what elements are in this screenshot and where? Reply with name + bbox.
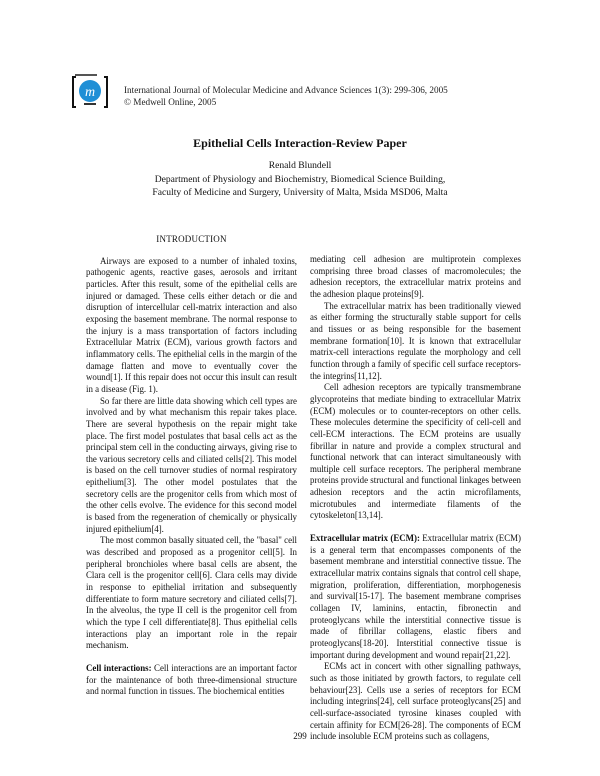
subsection-heading: Cell interactions:: [86, 662, 152, 673]
paragraph-text: Cell interactions are an important factor for the maintenance of both three-dimensional structure and normal function in tissues. The biochemical entities: [86, 662, 297, 697]
subsection-heading: Extracellular matrix (ECM):: [310, 533, 420, 544]
svg-text:m: m: [84, 85, 96, 100]
paragraph: [86, 663, 297, 698]
paragraph: [310, 533, 521, 661]
paragraph: The most common basally situated cell, the "basal" cell was described and proposed as a progenitor cell[5]. In peripheral bronchioles where basal cells are absent, the Clara cell is the progenitor cell[6]. Clara cells may divide in response to epithelial irritation and subsequently differentiate to form mature secretory and ciliated cells[7]. In the alveolus, the type II cell is the progenitor cell from which the type I cell differentiate[8]. Thus epithelial cells interactions play an important role in the repair mechanism.: [86, 535, 297, 651]
page-number: 299: [293, 731, 307, 741]
left-column: [86, 234, 297, 698]
paragraph: Airways are exposed to a number of inhaled toxins, pathogenic agents, reactive gases, aerosols and irritant particles. After this result, some of the epithelial cells are injured or damaged. These cells either detach or die and disruption of intercellular cell-matrix interaction and also exposing the basement membrane. The normal response to the injury is a mass transportation of factors including Extracellular Matrix (ECM), various growth factors and inflammatory cells. The epithelial cells in the margin of the damage flatten and move to eventually cover the wound[1]. If this repair does not occur this insult can result in a disease (Fig. 1).: [86, 255, 297, 394]
affiliation-line: Faculty of Medicine and Surgery, University of Malta, Msida MSD06, Malta: [152, 186, 448, 198]
paragraph: The extracellular matrix has been traditionally viewed as either forming the structurally stable support for cells and tissues or as being responsible for the basement membrane formation[10]. It is known that extracellular matrix-cell interactions regulate the morphology and cell function through a family of specific cell surface receptors-the integrins[11,12].: [310, 300, 521, 381]
paper-title: Epithelial Cells Interaction-Review Paper: [193, 136, 407, 150]
journal-citation: International Journal of Molecular Medicine and Advance Sciences 1(3): 299-306, 2005: [124, 85, 448, 95]
section-heading: INTRODUCTION: [156, 234, 227, 244]
affiliation-line: Department of Physiology and Biochemistry, Biomedical Science Building,: [154, 174, 446, 185]
copyright-line: © Medwell Online, 2005: [124, 97, 217, 107]
paragraph: So far there are little data showing which cell types are involved and by what mechanism this repair takes place. There are several hypothesis on the repair might take place. The first model postulates that basal cells act as the principal stem cell in the conducting airways, giving rise to the various secretory cells and ciliated cells[2]. This model is based on the cell turnover studies of normal respiratory epithelium[3]. The other model postulates that the secretory cells are the progenitor cells from which most of the other cells evolve. The evidence for this second model is based from the regeneration of chemically or physically injured epithelium[4].: [86, 395, 297, 534]
paragraph: mediating cell adhesion are multiprotein complexes comprising three broad classes of macromolecules; the adhesion receptors, the extracellular matrix proteins and the adhesion plaque proteins[9].: [310, 254, 521, 299]
affiliation: [0, 174, 600, 199]
journal-logo: [72, 74, 108, 108]
paragraph-text: Extracellular matrix (ECM) is a general term that encompasses components of the basement membrane and interstitial connective tissue. The extracellular matrix contains signals that control cell shape, migration, proliferation, differentiation, morphogenesis and survival[15-17]. The basement membrane comprises collagen IV, laminins, entactin, fibronectin and proteoglycans while the interstitial connective tissue is made of fibrillar collagens, elastic fibers and proteoglycans[18-20]. Interstitial connective tissue is important during development and wound repair[21,22].: [310, 533, 521, 660]
journal-header: [124, 84, 448, 108]
author-name: Renald Blundell: [268, 160, 332, 171]
right-column: [310, 254, 521, 743]
paragraph: ECMs act in concert with other signalling pathways, such as those initiated by growth factors, to regulate cell behaviour[23]. Cells use a series of receptors for ECM including integrins[24], cell surface proteoglycans[25] and cell-surface-associated tyrosine kinases coupled with certain affinity for ECM[26-28]. The components of ECM include insoluble ECM proteins such as collagens,: [310, 661, 521, 742]
paragraph: Cell adhesion receptors are typically transmembrane glycoproteins that mediate binding to extracellular Matrix (ECM) molecules or to counter-receptors on other cells. These molecules determine the specificity of cell-cell and cell-ECM interactions. The ECM proteins are usually fibrillar in nature and provide a complex structural and functional network that can interact simultaneously with multiple cell surface receptors. The peripheral membrane proteins provide structural and functional linkages between adhesion receptors and the actin microfilaments, microtubules and intermediate filaments of the cytoskeleton[13,14].: [310, 382, 521, 521]
